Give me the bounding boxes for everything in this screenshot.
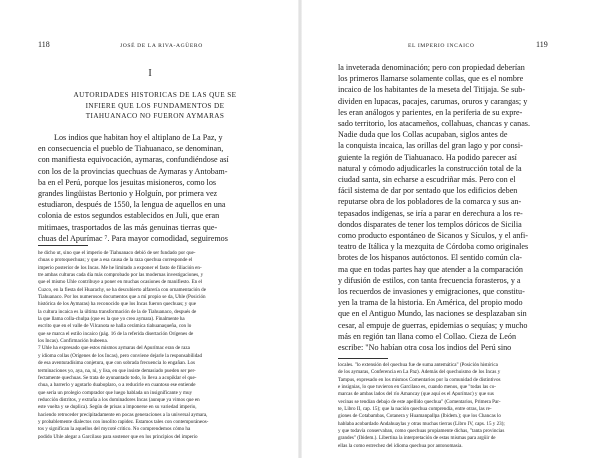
section-title: AUTORIDADES HISTORICAS DE LAS QUE SE INFIERE QUE LOS FUNDAMENTOS DE TIAHUANACO NO FUERON AYMARAS — [73, 91, 237, 120]
body-text-left: Los indios que habitan hoy el altiplano de La Paz, y en consecuencia el pueblo de Tiahuanaco, se denominan, con manifiesta equivocación, aymaras, confundiéndose así con los de la provincias quechuas de Aymaras y Antobam- ba en el Perú, porque los jesuitas misioneros, como los grandes lingüistas Bertonio y Holguín, por primera vez estudiaron, después de 1550, la lengua de aquellos en una colonia de estos segundos establecidos en Juli, que eran mitimaes, trasportados de las más genuinas tierras que- chuas del Apurímac ⁷. Para mayor comodidad, seguiremos — [38, 133, 229, 243]
footnotes-right: locales. "lo extensión del quechua fue de suma antemática" (Posición histórica de los aymaras, Conferencia en La Paz). Además del quechuismo de los Incas y Tampus, expresado en los mismos Comentarios por la comunidad de distintivos e insignias, lo que tuvieron en Garcilaso es, cuando menos, que "todas las co- marcas de ambas lados del río Amancay (que aquí es el Apurímac) y que sus vecinas se tendían debajo de este apellido quechua" (Comentarios, Primera Par- te, Libro II, cap. 15); que la nación quechua comprendía, entre otras, las re- giones de Cotabambas, Cotanera y Huamanpallpa (Ibidem.); que los Chancas lo hablaba acobardado Andahuaylas y otras muchas tierras (Libro IV, caps. 15 y 23); y que todavía conservaban, como quechuas propiamente dichas, "tanta provincias grandes" (Ibidem.). Libertina la interpretación de estas mismas para argüir de ellas la como estrechez del idioma quechua por antonomasia. — [338, 362, 505, 449]
right-page — [300, 0, 600, 458]
footnote-rule-left — [38, 245, 88, 246]
footnote-rule-right — [338, 358, 388, 359]
body-text-right: la inveterada denominación; pero con propiedad deberían los primeros llamarse solamente collas, que es el nombre incaico de los habitantes de la meseta del Titijaja. Se sub- dividen en lupacas, pacajes, carumas, oruros y carangas; y les eran análogos y parientes, en la periferia de su expre- sado territorio, los atacameños, collahuas, chancas y canas. Nadie duda que los Collas acupaban, siglos antes de la conquista incaica, las orillas del gran lago y por consi- guiente la región de Tiahuanaco. Ha podido parecer así natural y cómodo adjudicarles la construcción total de la ciudad santa, sin echarse a escudriñar más. Pero con el fácil sistema de dar por sentado que los edificios deben reputarse obra de los pobladores de la comarca y sus an- tepasados indígenas, se iría a parar en derechura a los re- dondos disparates de tener los templos dóricos de Sicilia como producto espontáneo de Sicanos y Sículos, y el anfi- teatro de Itálica y la mezquita de Córdoba como originales brotes de los hispanos autóctonos. El sentido común cla- ma que en todas partes hay que atender a la comparación y difusión de estilos, con tanta frecuencia forasteros, y a los recuerdos de invasiones y emigraciones, que constitu- yen la trama de la historia. En América, del propio modo que en el Antiguo Mundo, las naciones se desplazaban sin cesar, al empuje de guerras, epidemias o sequías; y mucho más en región tan llana como el Collao. Cieza de León escribe: "No habían otra cosa los indios del Perú sino — [338, 63, 530, 353]
footnotes-left: he dicho ut, sino que el imperio de Tiahuanaco debió de ser fundado por que- chuas o protoquechuas; y que a esa causa de la raza quechua corresponde el imperio posterior de los Incas. Me he limitado a exponer el fasto de filiación en- tre ambas culturas cada día más comprobado por las modernas investigaciones, y que el mismo Uhle contribuye a poner en muchas ocasiones de manifiesto. En el Cuzco, en la fiesta del Huarachy, se ha descubierto alfarería con ornamentación de Tiahuanaco. Por los numerosos documentos que a mí propio se da, Uhle (Posición histórica de los Aymaras) ha reconocido que los Incas fueron quechuas; y que la cultura incaica es la última transformación de la de Tiahuanaco, después de la que llama colla-chulpa (que es la que yo creo aymara). Finalmente ha escrito que en el valle de Vilcanota se halla cerámica tiahuanaqueña, con lo que se marca el estilo incaico (pág. 16 de la referida disertación Orígenes de los Incas). Confirmación bubeena. 7 Uhle ha expresado que estos mismos aymaras del Apurímac eran de raza y idioma collas (Orígenes de los Incas), pero conviene dejarle la responsabilidad de esa aventuradísima conjetura, que con sobrada frecuencia lo engañan. Los terminaciones yo, aya, na, ni, y lisa, en que insiste demasiado pueden ser per- fectamente quechuas. Se trata de ayunantado todo, lo lleva a acopiklar el que- chua, a barrerlo y agotarlo duaboplaro, o a reducirle en cuantoso ese entiende que sería un prolegio comprador que luego hablada un insignificante y muy reducción distritos, y extraña a los dominadores Incas (aunque ya vimos que en este vuelta y se duplica). Según de prisas a imponerse en su variedad imperio, haciendo retroceder precipitadamente en pocas generaciones a la universal aymara, y probablemente dialectos con insolito rapidez. Estamos tales con contemporáneos- tos y significan la aquellos del mycoté critico. No comprendemos cómo ha podido Uhle alegar a Garcilaso para sostener que en los principios del imperio — [38, 250, 209, 440]
page-number-right: 119 — [536, 40, 548, 49]
page-number-left: 118 — [38, 40, 50, 49]
running-head-left: JOSÉ DE LA RIVA-AGÜERO — [120, 43, 203, 49]
section-number: I — [148, 68, 152, 79]
running-head-right: EL IMPERIO INCAICO — [408, 43, 475, 49]
